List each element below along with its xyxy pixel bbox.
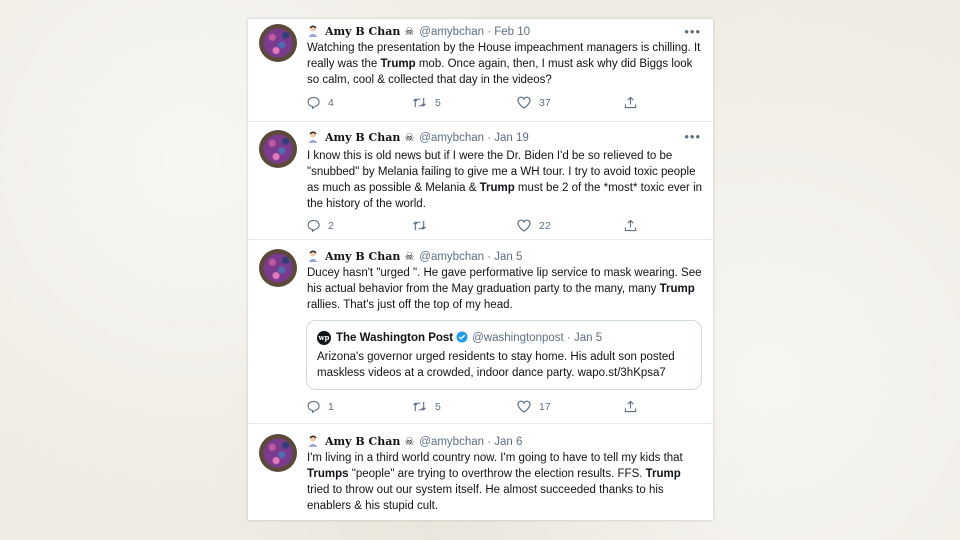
separator: · <box>566 332 571 344</box>
author-handle[interactable]: @amybchan <box>419 132 485 144</box>
author-name[interactable]: Amy B Chan <box>325 250 401 263</box>
tweet-text <box>307 265 703 313</box>
retweet-icon <box>412 400 427 413</box>
highlight-term: Trump <box>479 182 515 194</box>
avatar[interactable] <box>259 434 297 472</box>
like-button[interactable] <box>517 95 551 111</box>
skull-crossbones-icon: ☠ <box>404 251 415 263</box>
avatar[interactable] <box>259 130 297 168</box>
avatar[interactable] <box>259 24 297 62</box>
share-button[interactable] <box>624 218 645 234</box>
reply-icon <box>307 219 320 232</box>
tweet-text-part: "people" are trying to overthrow the election results. FFS. <box>348 468 646 480</box>
reply-icon <box>307 400 320 413</box>
quoted-author-name: The Washington Post <box>336 332 454 344</box>
retweet-button[interactable] <box>412 399 441 415</box>
quoted-tweet[interactable] <box>306 320 702 390</box>
tweet-text <box>307 148 703 212</box>
highlight-term: Trump <box>380 58 416 70</box>
author-name[interactable]: Amy B Chan <box>325 435 401 448</box>
skull-crossbones-icon: ☠ <box>404 26 415 38</box>
tweet-header <box>307 249 522 265</box>
tweet-item[interactable] <box>248 424 713 520</box>
author-handle[interactable]: @amybchan <box>419 251 485 263</box>
author-handle[interactable]: @amybchan <box>419 436 485 448</box>
person-emoji-icon <box>307 25 319 37</box>
tweet-actions <box>307 218 707 234</box>
highlight-term: Trump <box>659 283 695 295</box>
tweet-date[interactable]: Jan 5 <box>494 251 523 263</box>
washington-post-logo: wp <box>317 331 331 345</box>
like-count: 17 <box>539 401 551 413</box>
highlight-term: Trump <box>645 468 681 480</box>
tweet-item[interactable] <box>248 19 713 122</box>
share-button[interactable] <box>624 95 645 111</box>
quoted-author-handle: @washingtonpost <box>472 332 564 344</box>
tweet-text-part: Ducey hasn't "urged ". He gave performative lip service to mask wearing. See his actual behavior from the May graduation party to the many, many <box>307 267 702 295</box>
more-horizontal-icon[interactable]: ••• <box>684 24 701 39</box>
like-count: 37 <box>539 97 551 109</box>
like-button[interactable] <box>517 399 551 415</box>
author-handle[interactable]: @amybchan <box>419 26 485 38</box>
reply-icon <box>307 96 320 109</box>
heart-icon <box>517 96 531 109</box>
tweet-date[interactable]: Jan 19 <box>494 132 529 144</box>
tweet-header <box>307 434 522 450</box>
tweet-item[interactable] <box>248 240 713 424</box>
person-emoji-icon <box>307 250 319 262</box>
tweet-text-part: I'm living in a third world country now. I'm going to have to tell my kids that <box>307 452 683 464</box>
separator: · <box>487 436 492 448</box>
share-button[interactable] <box>624 399 645 415</box>
retweet-icon <box>412 96 427 109</box>
share-icon <box>624 96 637 109</box>
person-emoji-icon <box>307 131 319 143</box>
skull-crossbones-icon: ☠ <box>404 132 415 144</box>
author-name[interactable]: Amy B Chan <box>325 131 401 144</box>
tweet-header <box>307 130 529 146</box>
share-icon <box>624 400 637 413</box>
separator: · <box>487 26 492 38</box>
heart-icon <box>517 400 531 413</box>
quoted-tweet-header <box>336 330 602 346</box>
like-button[interactable] <box>517 218 551 234</box>
reply-button[interactable] <box>307 95 334 111</box>
tweet-text <box>307 40 703 88</box>
highlight-term: Trumps <box>307 468 349 480</box>
tweet-text-part: Watching the presentation by the House impeachment managers is chilling. It really was the <box>307 42 701 70</box>
heart-icon <box>517 219 531 232</box>
tweet-text-part: rallies. That's just off the top of my head. <box>307 299 513 311</box>
separator: · <box>487 251 492 263</box>
retweet-count: 5 <box>435 401 441 413</box>
tweet-item[interactable] <box>248 122 713 240</box>
tweet-timeline <box>248 19 713 520</box>
tweet-text-part: mob. Once again, then, I must ask why did Biggs look so calm, cool & collected that day in the videos? <box>307 58 693 86</box>
reply-count: 2 <box>328 220 334 232</box>
reply-count: 4 <box>328 97 334 109</box>
avatar[interactable] <box>259 249 297 287</box>
reply-button[interactable] <box>307 399 334 415</box>
retweet-count: 5 <box>435 97 441 109</box>
author-name[interactable]: Amy B Chan <box>325 25 401 38</box>
separator: · <box>487 132 492 144</box>
tweet-actions <box>307 399 707 415</box>
share-icon <box>624 219 637 232</box>
more-horizontal-icon[interactable]: ••• <box>684 129 701 144</box>
retweet-button[interactable] <box>412 95 441 111</box>
like-count: 22 <box>539 220 551 232</box>
skull-crossbones-icon: ☠ <box>404 436 415 448</box>
tweet-header <box>307 24 530 40</box>
quoted-tweet-text: Arizona's governor urged residents to stay home. His adult son posted maskless videos at a crowded, indoor dance party. wapo.st/3hKpsa7 <box>317 351 675 379</box>
reply-button[interactable] <box>307 218 334 234</box>
quoted-tweet-date: Jan 5 <box>573 332 603 344</box>
tweet-date[interactable]: Jan 6 <box>494 436 523 448</box>
tweet-text-part: must be 2 of the *most* toxic ever in the history of the world. <box>307 182 703 210</box>
tweet-text-part: I know this is old news but if I were the Dr. Biden I'd be so relieved to be "snubbed" by Melania failing to give me a WH tour. I try to avoid toxic people as much as possible & Melania & <box>307 150 696 194</box>
verified-badge-icon <box>456 331 468 343</box>
tweet-date[interactable]: Feb 10 <box>494 26 531 38</box>
tweet-text <box>307 450 703 514</box>
person-emoji-icon <box>307 435 319 447</box>
retweet-icon <box>412 219 427 232</box>
tweet-text-part: tried to throw out our system itself. He almost succeeded thanks to his enablers & his stupid cult. <box>307 484 664 512</box>
tweet-actions <box>307 95 707 111</box>
reply-count: 1 <box>328 401 334 413</box>
retweet-button[interactable] <box>412 218 435 234</box>
